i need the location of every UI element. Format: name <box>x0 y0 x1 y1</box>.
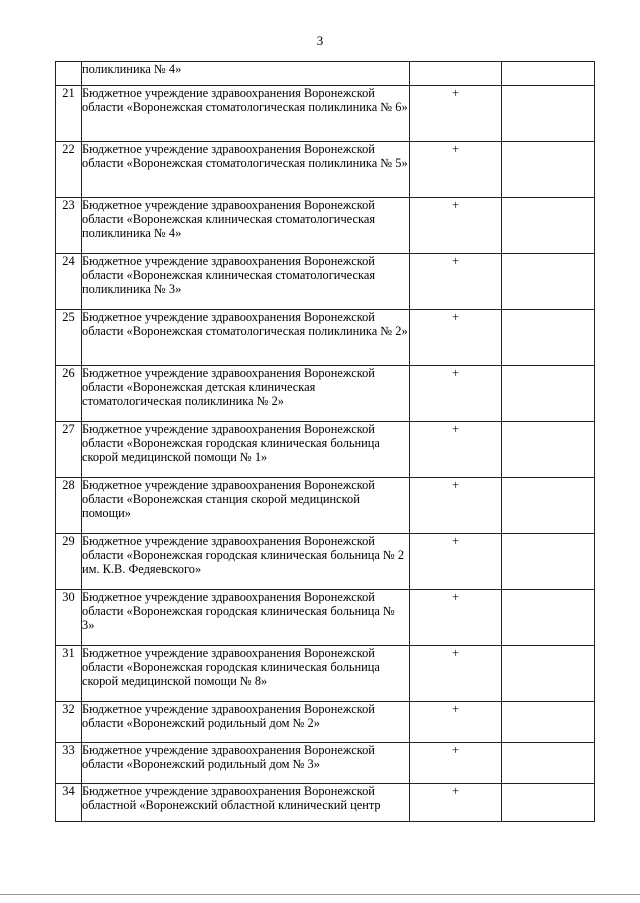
plus-mark: + <box>410 590 502 646</box>
row-number: 26 <box>56 366 82 422</box>
empty-cell <box>502 478 595 534</box>
empty-cell <box>502 590 595 646</box>
plus-mark: + <box>410 743 502 784</box>
empty-cell <box>502 62 595 86</box>
empty-cell <box>502 702 595 743</box>
institutions-table <box>55 61 595 822</box>
institution-name: Бюджетное учреждение здравоохранения Воронежской области «Воронежский родильный дом № 2» <box>82 702 410 743</box>
institution-name: поликлиника № 4» <box>82 62 410 86</box>
plus-mark: + <box>410 310 502 366</box>
plus-mark: + <box>410 702 502 743</box>
plus-mark: + <box>410 254 502 310</box>
institution-name: Бюджетное учреждение здравоохранения Воронежской области «Воронежская стоматологическая поликлиника № 2» <box>82 310 410 366</box>
table-row <box>56 422 595 478</box>
table-row <box>56 590 595 646</box>
empty-cell <box>502 646 595 702</box>
institution-name: Бюджетное учреждение здравоохранения Воронежской области «Воронежская клиническая стоматологическая поликлиника № 4» <box>82 198 410 254</box>
empty-cell <box>502 86 595 142</box>
institution-name: Бюджетное учреждение здравоохранения Воронежской области «Воронежская клиническая стоматологическая поликлиника № 3» <box>82 254 410 310</box>
table-row <box>56 784 595 822</box>
empty-cell <box>502 310 595 366</box>
row-number: 21 <box>56 86 82 142</box>
table-row <box>56 142 595 198</box>
row-number: 22 <box>56 142 82 198</box>
institution-name: Бюджетное учреждение здравоохранения Воронежской области «Воронежская городская клиническая больница скорой медицинской помощи № 1» <box>82 422 410 478</box>
plus-mark <box>410 62 502 86</box>
empty-cell <box>502 142 595 198</box>
plus-mark: + <box>410 198 502 254</box>
empty-cell <box>502 422 595 478</box>
institution-name: Бюджетное учреждение здравоохранения Воронежской области «Воронежская городская клиническая больница № 2 им. К.В. Федяевского» <box>82 534 410 590</box>
row-number: 28 <box>56 478 82 534</box>
table-row <box>56 478 595 534</box>
row-number: 27 <box>56 422 82 478</box>
row-number: 25 <box>56 310 82 366</box>
plus-mark: + <box>410 142 502 198</box>
plus-mark: + <box>410 86 502 142</box>
plus-mark: + <box>410 366 502 422</box>
row-number: 32 <box>56 702 82 743</box>
plus-mark: + <box>410 478 502 534</box>
table-row <box>56 743 595 784</box>
table-row <box>56 254 595 310</box>
table-row <box>56 310 595 366</box>
table-row <box>56 366 595 422</box>
empty-cell <box>502 254 595 310</box>
empty-cell <box>502 743 595 784</box>
empty-cell <box>502 534 595 590</box>
institution-name: Бюджетное учреждение здравоохранения Воронежской области «Воронежский родильный дом № 3» <box>82 743 410 784</box>
institution-name: Бюджетное учреждение здравоохранения Воронежской области «Воронежская стоматологическая поликлиника № 5» <box>82 142 410 198</box>
row-number: 24 <box>56 254 82 310</box>
table-row <box>56 702 595 743</box>
institution-name: Бюджетное учреждение здравоохранения Воронежской области «Воронежская городская клиническая больница № 3» <box>82 590 410 646</box>
table-row <box>56 534 595 590</box>
row-number: 23 <box>56 198 82 254</box>
empty-cell <box>502 784 595 822</box>
institution-name: Бюджетное учреждение здравоохранения Воронежской области «Воронежская станция скорой медицинской помощи» <box>82 478 410 534</box>
row-number <box>56 62 82 86</box>
table-row <box>56 646 595 702</box>
plus-mark: + <box>410 534 502 590</box>
empty-cell <box>502 366 595 422</box>
row-number: 34 <box>56 784 82 822</box>
institution-name: Бюджетное учреждение здравоохранения Воронежской области «Воронежская стоматологическая поликлиника № 6» <box>82 86 410 142</box>
institution-name: Бюджетное учреждение здравоохранения Воронежской области «Воронежская городская клиническая больница скорой медицинской помощи № 8» <box>82 646 410 702</box>
row-number: 29 <box>56 534 82 590</box>
row-number: 33 <box>56 743 82 784</box>
table-row <box>56 198 595 254</box>
plus-mark: + <box>410 646 502 702</box>
institution-name: Бюджетное учреждение здравоохранения Воронежской области «Воронежская детская клиническая стоматологическая поликлиника № 2» <box>82 366 410 422</box>
page-number: 3 <box>316 33 324 48</box>
row-number: 30 <box>56 590 82 646</box>
institution-name: Бюджетное учреждение здравоохранения Воронежской областной «Воронежский областной клинический центр <box>82 784 410 822</box>
bottom-rule <box>0 894 640 895</box>
table-row <box>56 62 595 86</box>
table-row <box>56 86 595 142</box>
empty-cell <box>502 198 595 254</box>
row-number: 31 <box>56 646 82 702</box>
plus-mark: + <box>410 784 502 822</box>
plus-mark: + <box>410 422 502 478</box>
